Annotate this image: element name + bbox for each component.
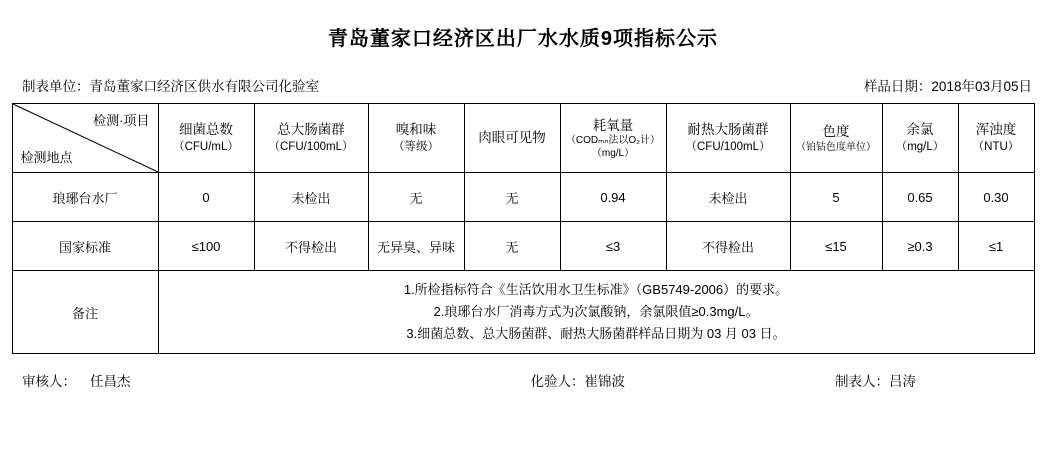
signature-row (0, 370, 1046, 390)
corner-header-top-label: 检测·项目 (93, 113, 150, 128)
table-row (12, 222, 1034, 271)
preparer-label: 制表人： (835, 374, 889, 389)
note-line-1: 1.所检指标符合《生活饮用水卫生标准》（GB5749-2006）的要求。 (403, 281, 789, 297)
cell-standard-odor-taste: 无异臭、异味 (368, 222, 464, 271)
reviewer-name: 任昌杰 (90, 374, 131, 389)
cell-standard-bacteria-total: ≤100 (158, 222, 254, 271)
column-header-chromaticity: 色度 （铂钴色度单位） (790, 104, 882, 173)
tester-name: 崔锦波 (584, 374, 625, 389)
column-header-thermotolerant-coliform: 耐热大肠菌群 （CFU/100mL） (666, 104, 790, 173)
column-header-total-coliform: 总大肠菌群 （CFU/100mL） (254, 104, 368, 173)
cell-standard-thermotolerant-coliform: 不得检出 (666, 222, 790, 271)
column-header-turbidity: 浑浊度 （NTU） (958, 104, 1034, 173)
column-header-visible-matter: 肉眼可见物 (464, 104, 560, 173)
column-header-bacteria-total: 细菌总数 （CFU/mL） (158, 104, 254, 173)
table-row (12, 173, 1034, 222)
cell-plant-turbidity: 0.30 (958, 173, 1034, 222)
notes-label: 备注 (12, 271, 158, 354)
cell-plant-residual-chlorine: 0.65 (882, 173, 958, 222)
cell-plant-total-coliform: 未检出 (254, 173, 368, 222)
preparer-block (835, 370, 916, 390)
row-header-national-standard: 国家标准 (12, 222, 158, 271)
column-header-oxygen-consumption: 耗氧量 （CODₘₙ法以O₂计）（mg/L） (560, 104, 666, 173)
cell-plant-chromaticity: 5 (790, 173, 882, 222)
cell-standard-turbidity: ≤1 (958, 222, 1034, 271)
corner-header-cell (12, 104, 158, 173)
document-meta (22, 75, 1032, 95)
corner-header-bottom-label: 检测地点 (20, 150, 73, 165)
page-title: 青岛董家口经济区出厂水水质9项指标公示 (327, 28, 719, 50)
preparer-name: 吕涛 (889, 374, 916, 389)
cell-plant-visible-matter: 无 (464, 173, 560, 222)
cell-standard-total-coliform: 不得检出 (254, 222, 368, 271)
note-line-2: 2.琅琊台水厂消毒方式为次氯酸钠，余氯限值≥0.3mg/L。 (433, 303, 759, 319)
tester-label: 化验人： (530, 374, 585, 389)
document-page (0, 22, 1046, 470)
tester-block (531, 370, 626, 390)
cell-plant-odor-taste: 无 (368, 173, 464, 222)
column-header-residual-chlorine: 余氯 （mg/L） (882, 104, 958, 173)
table-header-row (12, 104, 1034, 173)
notes-row (12, 271, 1034, 354)
reviewer-block (22, 370, 131, 390)
cell-standard-oxygen-consumption: ≤3 (560, 222, 666, 271)
cell-standard-chromaticity: ≤15 (790, 222, 882, 271)
sample-date: 样品日期：2018年03月05日 (863, 79, 1032, 94)
row-header-plant: 琅琊台水厂 (12, 173, 158, 222)
cell-plant-bacteria-total: 0 (158, 173, 254, 222)
note-line-3: 3.细菌总数、总大肠菌群、耐热大肠菌群样品日期为 03 月 03 日。 (406, 326, 786, 342)
column-header-odor-taste: 嗅和味 （等级） (368, 104, 464, 173)
notes-body (158, 271, 1034, 354)
prepared-by: 制表单位：青岛董家口经济区供水有限公司化验室 (22, 79, 319, 94)
cell-plant-oxygen-consumption: 0.94 (560, 173, 666, 222)
water-quality-table (12, 103, 1035, 354)
cell-standard-residual-chlorine: ≥0.3 (882, 222, 958, 271)
reviewer-label: 审核人： (22, 374, 76, 389)
cell-plant-thermotolerant-coliform: 未检出 (666, 173, 790, 222)
cell-standard-visible-matter: 无 (464, 222, 560, 271)
